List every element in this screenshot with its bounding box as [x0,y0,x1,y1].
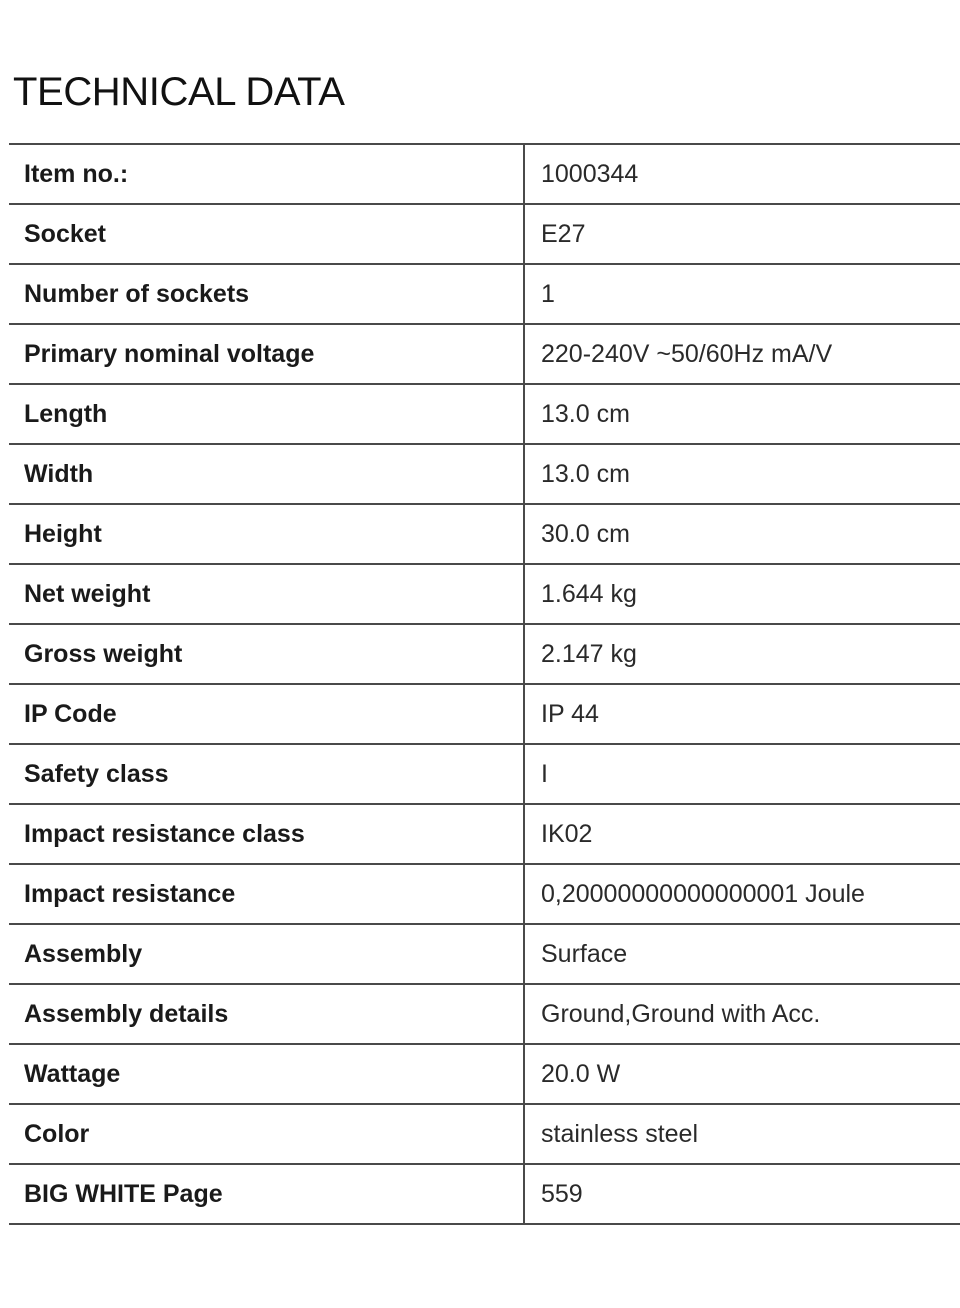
table-row [9,1104,960,1164]
row-label: Net weight [9,564,524,624]
table-row [9,684,960,744]
row-label: Primary nominal voltage [9,324,524,384]
row-label: Safety class [9,744,524,804]
row-value: 1 [524,264,960,324]
row-value: 1000344 [524,144,960,204]
row-value: I [524,744,960,804]
table-row [9,1164,960,1224]
row-label: Number of sockets [9,264,524,324]
row-value: 220-240V ~50/60Hz mA/V [524,324,960,384]
row-label: Item no.: [9,144,524,204]
table-row [9,924,960,984]
row-label: Assembly [9,924,524,984]
row-value: 13.0 cm [524,444,960,504]
table-row [9,504,960,564]
row-value: Surface [524,924,960,984]
row-label: Height [9,504,524,564]
row-value: 559 [524,1164,960,1224]
row-label: Wattage [9,1044,524,1104]
row-value: 1.644 kg [524,564,960,624]
row-value: IK02 [524,804,960,864]
table-row [9,444,960,504]
table-row [9,324,960,384]
row-label: BIG WHITE Page [9,1164,524,1224]
table-row [9,624,960,684]
row-value: Ground,Ground with Acc. [524,984,960,1044]
row-label: Gross weight [9,624,524,684]
row-label: Width [9,444,524,504]
row-label: Impact resistance class [9,804,524,864]
table-row [9,384,960,444]
row-value: 20.0 W [524,1044,960,1104]
row-label: Assembly details [9,984,524,1044]
table-row [9,264,960,324]
table-row [9,204,960,264]
row-value: E27 [524,204,960,264]
table-row [9,744,960,804]
row-value: stainless steel [524,1104,960,1164]
technical-data-table [9,143,960,1225]
row-label: Impact resistance [9,864,524,924]
table-row [9,144,960,204]
row-label: Color [9,1104,524,1164]
table-row [9,984,960,1044]
row-value: 2.147 kg [524,624,960,684]
row-value: IP 44 [524,684,960,744]
row-value: 0,20000000000000001 Joule [524,864,960,924]
row-label: IP Code [9,684,524,744]
row-value: 30.0 cm [524,504,960,564]
page-title: TECHNICAL DATA [13,70,345,114]
table-row [9,864,960,924]
table-row [9,564,960,624]
table-row [9,804,960,864]
row-label: Socket [9,204,524,264]
table-row [9,1044,960,1104]
row-label: Length [9,384,524,444]
row-value: 13.0 cm [524,384,960,444]
